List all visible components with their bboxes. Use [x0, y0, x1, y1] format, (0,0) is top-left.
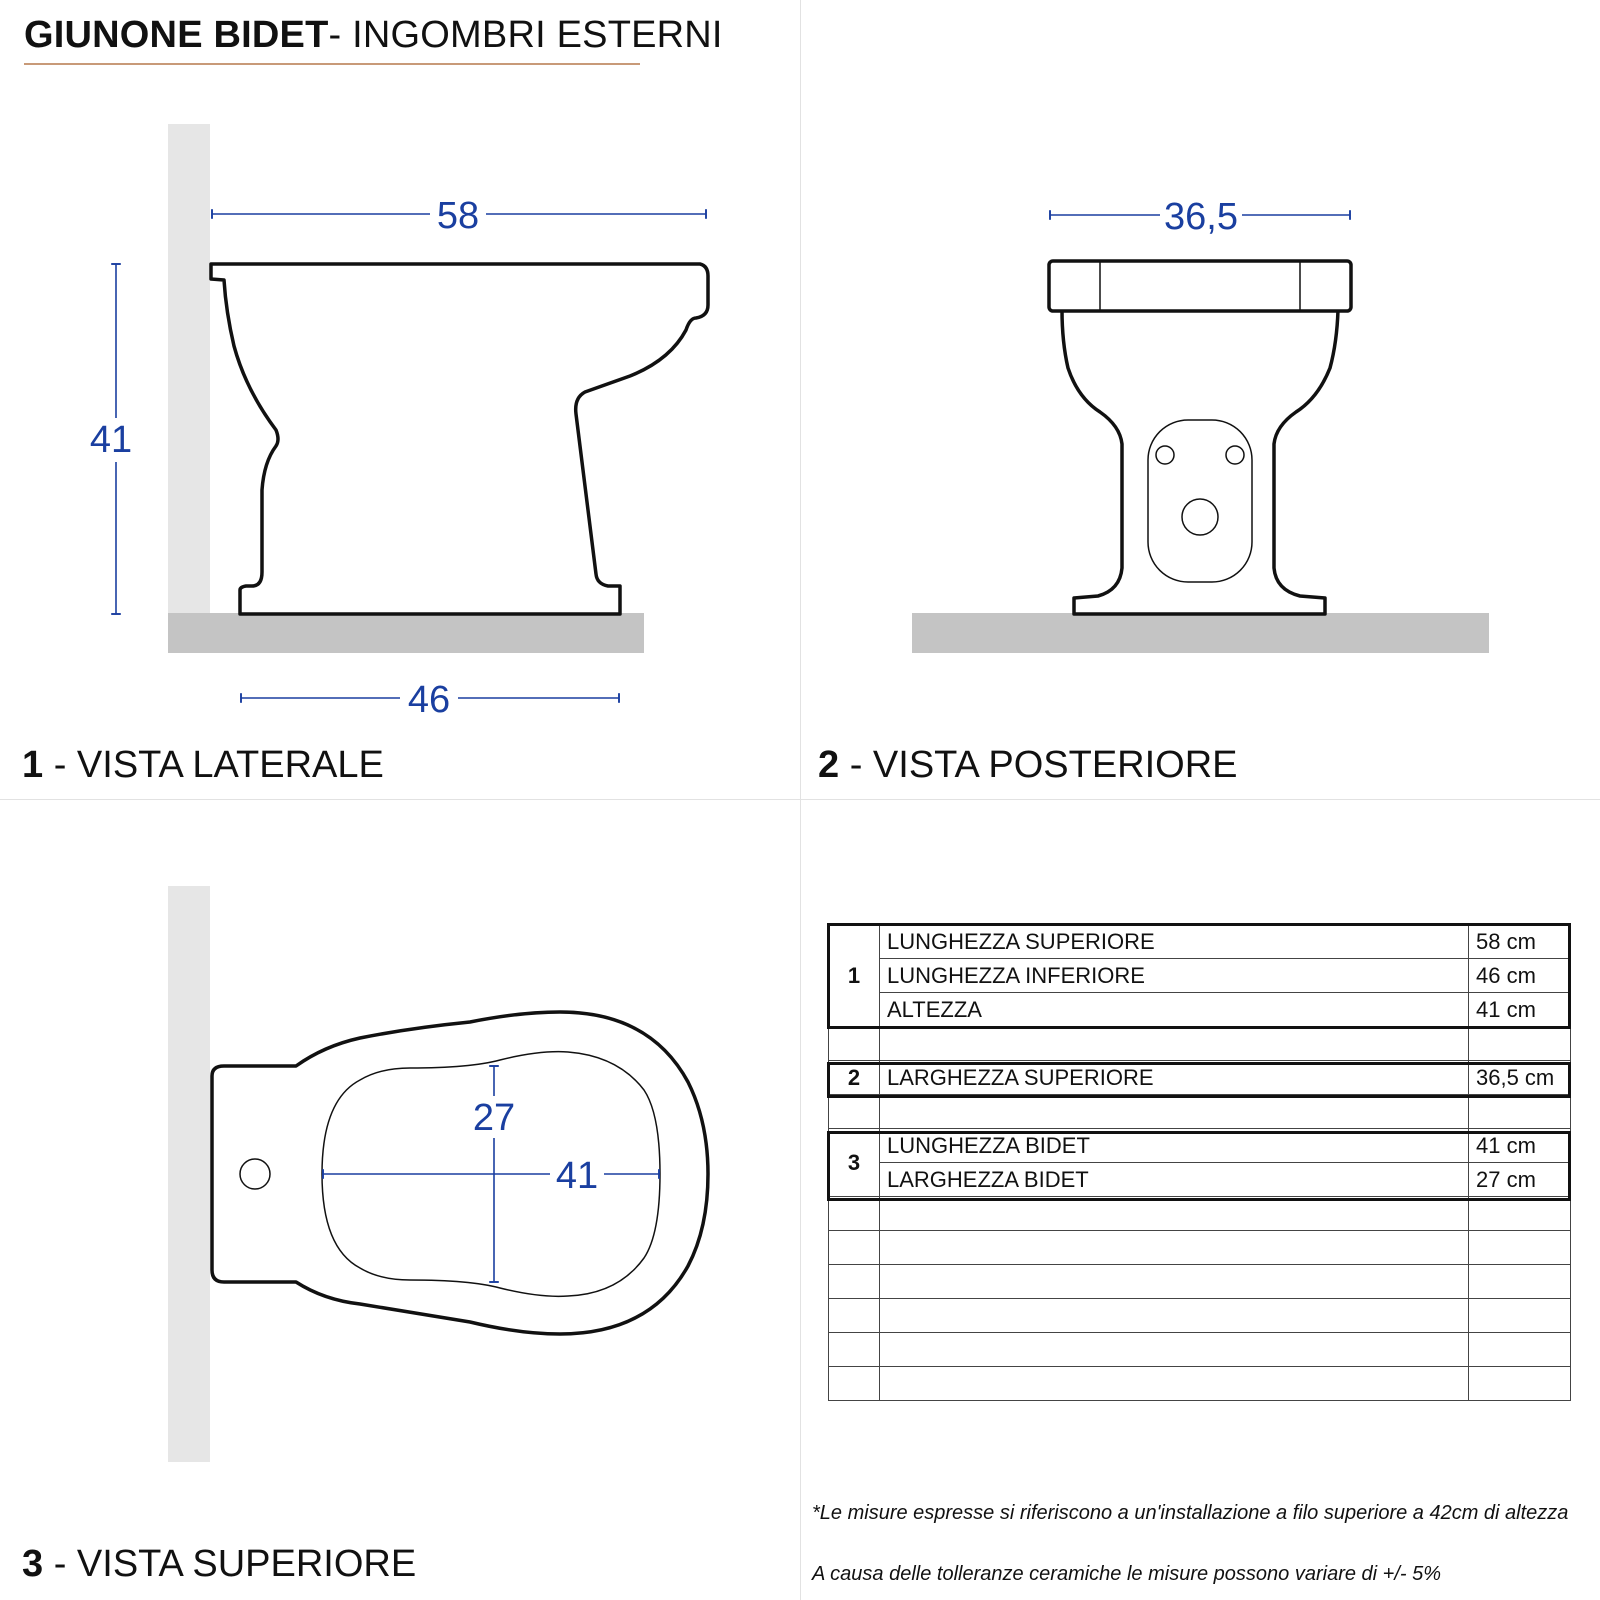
row-value: [1469, 1095, 1571, 1129]
row-value: 58 cm: [1469, 925, 1571, 959]
side-floor: [168, 613, 644, 653]
table-row: [829, 1129, 1571, 1163]
row-value: 27 cm: [1469, 1163, 1571, 1197]
view-title: - VISTA SUPERIORE: [43, 1543, 417, 1585]
view-title: - VISTA POSTERIORE: [839, 744, 1238, 786]
table-row: [829, 1163, 1571, 1197]
top-bidet-outline: [212, 1012, 708, 1334]
table-row: [829, 1265, 1571, 1299]
table-row: [829, 1061, 1571, 1095]
row-value: [1469, 1333, 1571, 1367]
rear-view: [912, 195, 1489, 653]
table-row: [829, 959, 1571, 993]
side-wall: [168, 124, 210, 614]
group-number: 1: [829, 925, 880, 1027]
dim-side-top-length: 58: [436, 195, 480, 237]
row-label: LUNGHEZZA BIDET: [880, 1129, 1469, 1163]
table-row: [829, 1367, 1571, 1401]
table-row: [829, 1231, 1571, 1265]
group-number: [829, 1095, 880, 1129]
row-value: [1469, 1265, 1571, 1299]
row-label: [880, 1367, 1469, 1401]
table-row: [829, 1299, 1571, 1333]
row-label: LUNGHEZZA SUPERIORE: [880, 925, 1469, 959]
row-label: ALTEZZA: [880, 993, 1469, 1027]
group-number: [829, 1265, 880, 1299]
view-label-top: [22, 1543, 416, 1586]
rear-floor: [912, 613, 1489, 653]
view-label-rear: [818, 744, 1238, 787]
dim-side-height: 41: [89, 419, 133, 461]
row-value: [1469, 1197, 1571, 1231]
row-value: [1469, 1299, 1571, 1333]
top-wall: [168, 886, 210, 1462]
group-number: 2: [829, 1061, 880, 1095]
table-row: [829, 1095, 1571, 1129]
row-value: [1469, 1231, 1571, 1265]
row-label: [880, 1265, 1469, 1299]
title-product: GIUNONE BIDET: [24, 14, 329, 56]
table-row: [829, 1333, 1571, 1367]
view-number: 1: [22, 744, 44, 786]
rear-bidet-rim: [1049, 261, 1351, 311]
row-value: [1469, 1367, 1571, 1401]
group-number: [829, 1197, 880, 1231]
table-row: [829, 925, 1571, 959]
tolerance-note: A causa delle tolleranze ceramiche le misure possono variare di +/- 5%: [812, 1563, 1442, 1585]
row-value: 41 cm: [1469, 993, 1571, 1027]
view-title: - VISTA LATERALE: [43, 744, 384, 786]
row-value: 36,5 cm: [1469, 1061, 1571, 1095]
group-number: [829, 1367, 880, 1401]
view-number: 3: [22, 1543, 44, 1585]
view-label-side: [22, 744, 384, 787]
rear-bidet-body: [1062, 310, 1338, 614]
row-label: LARGHEZZA BIDET: [880, 1163, 1469, 1197]
dim-top-width: 27: [472, 1097, 516, 1139]
row-value: 46 cm: [1469, 959, 1571, 993]
row-label: LUNGHEZZA INFERIORE: [880, 959, 1469, 993]
dim-rear-top-width: 36,5: [1164, 196, 1238, 238]
row-label: [880, 1299, 1469, 1333]
table-row: [829, 993, 1571, 1027]
row-label: [880, 1095, 1469, 1129]
group-number: 3: [829, 1129, 880, 1197]
row-label: [880, 1027, 1469, 1061]
row-label: [880, 1333, 1469, 1367]
row-value: 41 cm: [1469, 1129, 1571, 1163]
table-row: [829, 1027, 1571, 1061]
installation-note: *Le misure espresse si riferiscono a un'installazione a filo superiore a 42cm di altezza: [812, 1502, 1569, 1524]
dimensions-table: [828, 924, 1571, 1401]
table-row: [829, 1197, 1571, 1231]
dim-side-bottom-length: 46: [407, 679, 451, 721]
row-label: [880, 1197, 1469, 1231]
row-label: LARGHEZZA SUPERIORE: [880, 1061, 1469, 1095]
row-label: [880, 1231, 1469, 1265]
group-number: [829, 1027, 880, 1061]
side-bidet-outline: [211, 264, 708, 614]
group-number: [829, 1299, 880, 1333]
dim-top-length: 41: [555, 1155, 599, 1197]
view-number: 2: [818, 744, 840, 786]
group-number: [829, 1231, 880, 1265]
side-view: [84, 124, 708, 721]
title-subtitle: - INGOMBRI ESTERNI: [328, 14, 723, 56]
group-number: [829, 1333, 880, 1367]
top-view: [168, 886, 708, 1462]
row-value: [1469, 1027, 1571, 1061]
